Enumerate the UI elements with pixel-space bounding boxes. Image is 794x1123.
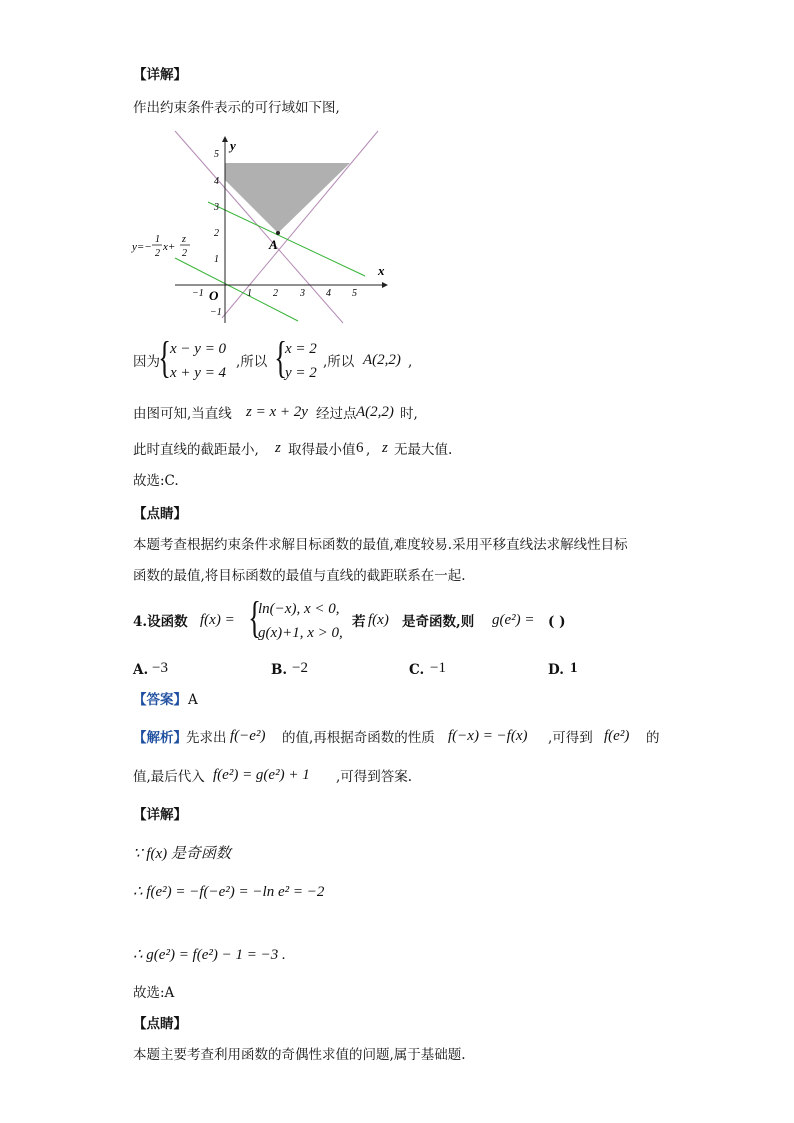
var-z: z (382, 440, 388, 456)
option-a-label: A. (133, 662, 149, 678)
line-label-prefix: y=− (132, 241, 152, 253)
min-value: 6 (356, 440, 364, 456)
option-d-value: 1 (570, 660, 578, 676)
section-heading-comment: 【点睛】 (133, 1016, 187, 1032)
math-expr: f(e²) (604, 728, 630, 744)
analysis-text: ,可得到 (548, 730, 593, 746)
intercept-text-2: 取得最小值 (288, 442, 356, 458)
question-text: 若 (352, 614, 366, 630)
math-expr: f(−x) = −f(x) (448, 728, 528, 744)
analysis-text: 的 (646, 730, 660, 746)
x-tick: 2 (273, 288, 278, 299)
answer-choice: 故选:A (133, 985, 175, 1001)
answer-paren: ( ) (548, 614, 566, 630)
section-heading-comment: 【点睛】 (133, 506, 187, 522)
equation-line: y = 2 (285, 365, 317, 381)
line-label-frac1-den: 2 (155, 248, 160, 259)
point-a-label: A (269, 237, 278, 252)
equation-line: x − y = 0 (170, 341, 227, 357)
comment-text: 函数的最值,将目标函数的最值与直线的截距联系在一起. (133, 568, 466, 584)
analysis-label: 【解析】 (133, 730, 187, 746)
line-label-frac2-num: z (182, 234, 186, 245)
answer-choice: 故选:C. (133, 473, 179, 489)
solution-step: ∵ f(x) 是奇函数 (133, 846, 231, 862)
analysis-text: 值,最后代入 (133, 769, 205, 785)
point-a-coords: A(2,2) (363, 352, 401, 368)
section-heading-detail: 【详解】 (133, 807, 187, 823)
section-heading-detail: 【详解】 (133, 67, 187, 83)
question-text: 是奇函数,则 (402, 614, 475, 630)
graph-text-2: 经过点 (316, 406, 357, 422)
option-b-value: −2 (292, 660, 308, 676)
var-z: z (275, 440, 281, 456)
question-number: 4.设函数 (133, 614, 188, 630)
y-axis-label: y (230, 138, 236, 153)
option-c-label: C. (409, 662, 425, 678)
intercept-text-4: 无最大值. (394, 442, 453, 458)
x-tick: 1 (247, 288, 252, 299)
graph-text-1: 由图可知,当直线 (133, 406, 232, 422)
solution-step: ∴ g(e²) = f(e²) − 1 = −3 . (133, 947, 286, 963)
answer-label: 【答案】 (133, 692, 187, 708)
x-tick: 4 (326, 288, 331, 299)
intercept-text-3: , (366, 442, 371, 458)
x-tick: −1 (192, 288, 204, 299)
origin-label: O (209, 288, 219, 303)
y-tick: 1 (214, 254, 219, 265)
system-brace: { (158, 333, 171, 382)
function-f: f(x) (368, 612, 389, 628)
comment-text: 本题考查根据约束条件求解目标函数的最值,难度较易.采用平移直线法求解线性目标 (133, 537, 628, 553)
because-mid: ,所以 (236, 354, 268, 370)
option-d-label: D. (548, 662, 564, 678)
y-tick: 2 (214, 228, 219, 239)
analysis-text: 的值,再根据奇函数的性质 (282, 730, 435, 746)
y-tick: 4 (214, 176, 219, 187)
system-brace: { (274, 333, 287, 382)
comment-text: 本题主要考查利用函数的奇偶性求值的问题,属于基础题. (133, 1047, 466, 1063)
objective-expr: z = x + 2y (246, 404, 308, 420)
y-tick: −1 (210, 307, 222, 318)
equation-line: x = 2 (285, 341, 317, 357)
x-tick: 5 (352, 288, 357, 299)
because-prefix: 因为 (133, 354, 160, 370)
y-tick: 3 (214, 202, 219, 213)
feasible-region-graph (130, 128, 390, 328)
point-a-coords: A(2,2) (356, 404, 394, 420)
y-tick: 5 (214, 149, 219, 160)
analysis-text: 先求出 (186, 730, 227, 746)
x-tick: 3 (300, 288, 305, 299)
analysis-text: ,可得到答案. (336, 769, 413, 785)
line-label-frac1-num: 1 (155, 234, 160, 245)
intro-text: 作出约束条件表示的可行域如下图, (133, 100, 340, 116)
option-b-label: B. (271, 662, 288, 678)
line-label-frac2-den: 2 (182, 248, 187, 259)
point-a-dot (276, 231, 280, 235)
function-g: g(e²) = (492, 612, 535, 628)
because-suffix: ,所以 (323, 354, 355, 370)
math-expr: f(e²) = g(e²) + 1 (213, 767, 310, 783)
math-expr: f(−e²) (230, 728, 266, 744)
feasible-region-shade (225, 163, 350, 233)
x-axis-arrow (382, 282, 388, 288)
piecewise-case: ln(−x), x < 0, (258, 601, 340, 617)
because-end: , (408, 354, 413, 370)
piecewise-case: g(x)+1, x > 0, (258, 625, 343, 641)
y-axis-arrow (222, 136, 228, 142)
x-axis-label: x (378, 263, 385, 278)
option-a-value: −3 (152, 660, 168, 676)
solution-step: ∴ f(e²) = −f(−e²) = −ln e² = −2 (133, 884, 325, 900)
piecewise-brace: { (248, 593, 261, 642)
graph-text-3: 时, (400, 406, 418, 422)
line-label-mid: x+ (163, 241, 176, 253)
option-c-value: −1 (430, 660, 446, 676)
answer-value: A (188, 692, 198, 708)
function-f: f(x) = (200, 612, 235, 628)
equation-line: x + y = 4 (170, 365, 227, 381)
intercept-text-1: 此时直线的截距最小, (133, 442, 259, 458)
